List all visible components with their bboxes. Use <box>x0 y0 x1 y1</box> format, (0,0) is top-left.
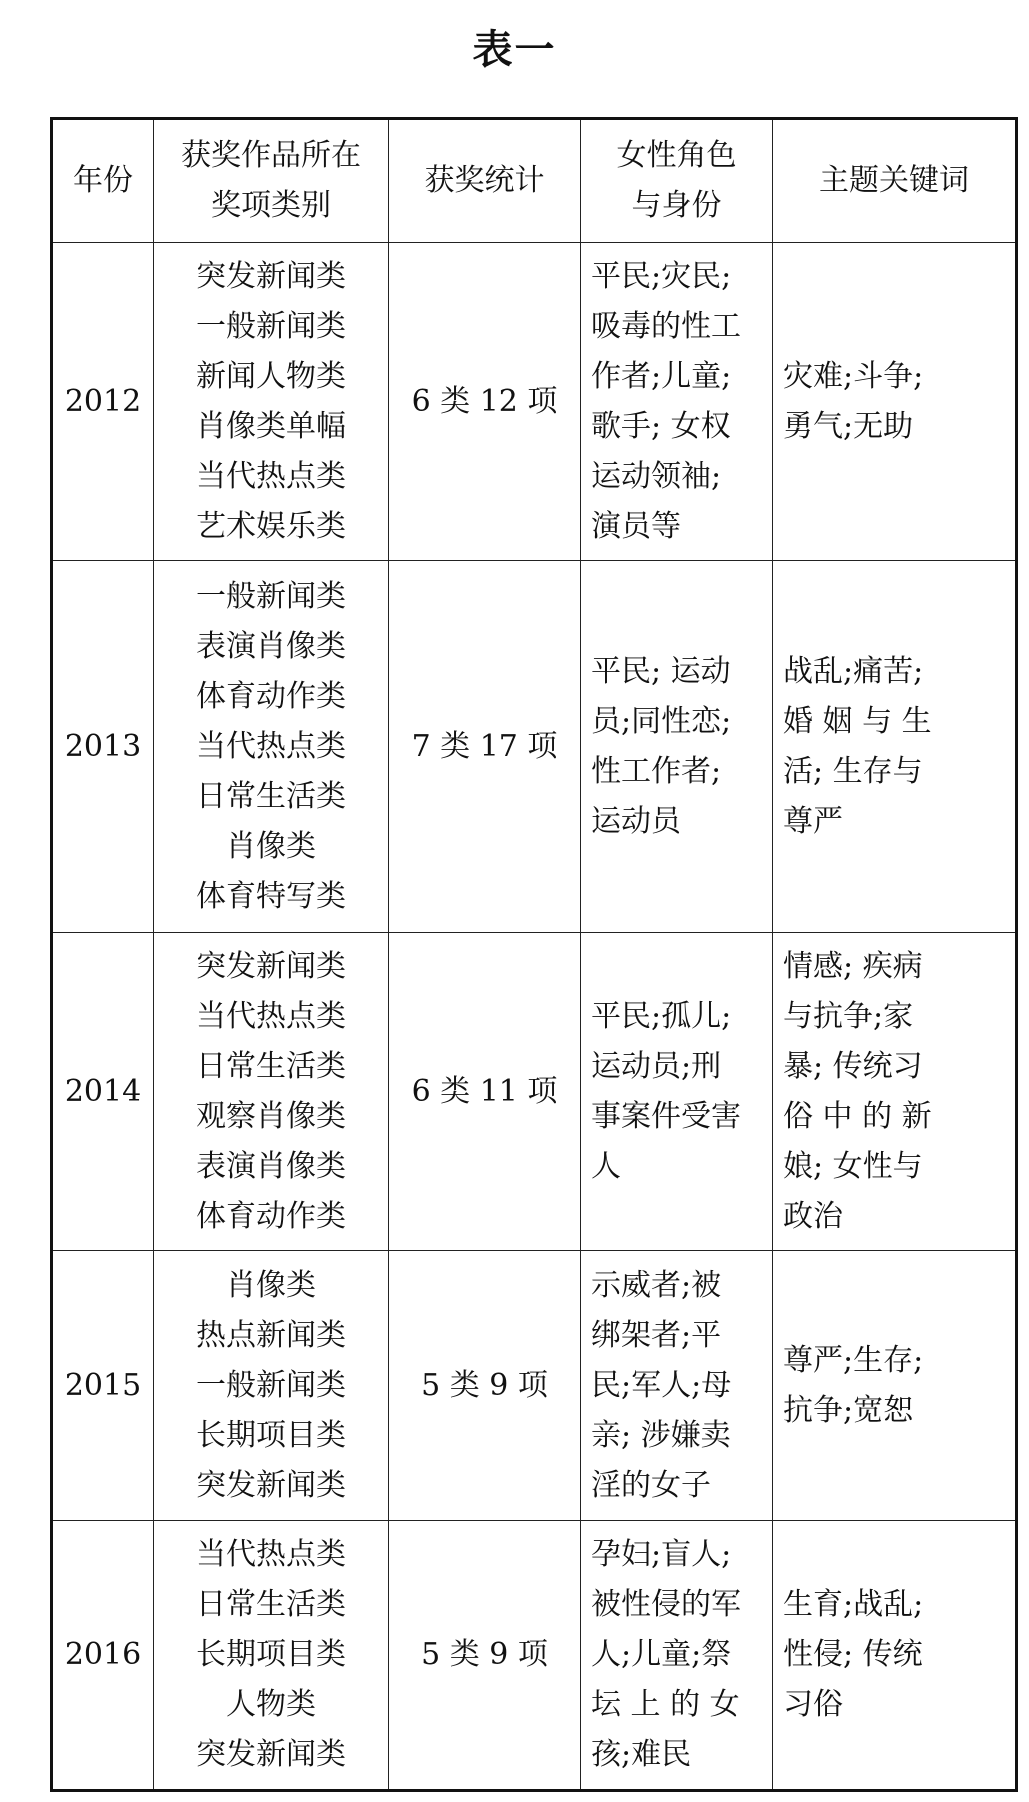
category-cell <box>154 1251 389 1521</box>
header-category-line: 获奖作品所在 <box>181 138 361 173</box>
roles-line: 坛 上 的 女 <box>591 1687 740 1722</box>
keywords-cell <box>773 1521 1017 1791</box>
stats-cell: 6 类 12 项 <box>389 243 581 561</box>
category-item: 突发新闻类 <box>196 1467 346 1503</box>
category-item: 人物类 <box>226 1687 316 1722</box>
keywords-cell <box>773 1251 1017 1521</box>
roles-line: 平民;孤儿; <box>591 998 732 1034</box>
category-item: 一般新闻类 <box>196 308 346 344</box>
keywords-line: 与抗争;家 <box>783 998 914 1034</box>
category-item: 突发新闻类 <box>196 948 346 984</box>
table-row <box>52 1251 1017 1521</box>
roles-line: 作者;儿童; <box>591 358 732 394</box>
category-item: 表演肖像类 <box>196 628 346 664</box>
keywords-line: 抗争;宽恕 <box>783 1392 914 1428</box>
category-item: 肖像类 <box>226 1267 316 1303</box>
header-row <box>52 119 1017 243</box>
category-item: 一般新闻类 <box>196 578 346 614</box>
category-item: 新闻人物类 <box>196 358 346 394</box>
category-item: 观察肖像类 <box>196 1098 346 1134</box>
category-cell <box>154 1521 389 1791</box>
table-row <box>52 1521 1017 1791</box>
table-row <box>52 933 1017 1251</box>
category-item: 日常生活类 <box>196 1587 346 1622</box>
roles-line: 歌手; 女权 <box>591 408 731 444</box>
category-item: 艺术娱乐类 <box>196 508 346 544</box>
awards-table <box>50 117 1018 1792</box>
stats-cell: 7 类 17 项 <box>389 561 581 933</box>
header-keywords: 主题关键词 <box>773 119 1017 243</box>
year-cell: 2014 <box>52 933 154 1251</box>
roles-line: 淫的女子 <box>591 1467 711 1503</box>
stats-cell: 6 类 11 项 <box>389 933 581 1251</box>
category-item: 体育动作类 <box>196 678 346 714</box>
category-item: 肖像类单幅 <box>196 408 346 444</box>
table-body <box>52 243 1017 1791</box>
keywords-line: 尊严 <box>783 803 843 839</box>
stats-cell: 5 类 9 项 <box>389 1521 581 1791</box>
roles-line: 示威者;被 <box>591 1267 722 1303</box>
roles-cell <box>581 933 773 1251</box>
header-category <box>154 119 389 243</box>
keywords-line: 生育;战乱; <box>783 1587 924 1622</box>
category-item: 突发新闻类 <box>196 1737 346 1772</box>
header-category-line: 奖项类别 <box>211 188 331 223</box>
roles-line: 事案件受害 <box>591 1098 741 1134</box>
roles-line: 吸毒的性工 <box>591 308 741 344</box>
keywords-line: 战乱;痛苦; <box>783 653 924 689</box>
roles-line: 民;军人;母 <box>591 1367 732 1403</box>
category-item: 日常生活类 <box>196 1048 346 1084</box>
keywords-line: 习俗 <box>783 1687 843 1722</box>
header-stats: 获奖统计 <box>389 119 581 243</box>
roles-line: 绑架者;平 <box>591 1317 722 1353</box>
keywords-line: 性侵; 传统 <box>783 1637 923 1672</box>
category-cell <box>154 243 389 561</box>
stats-cell: 5 类 9 项 <box>389 1251 581 1521</box>
roles-line: 性工作者; <box>591 753 722 789</box>
table-row <box>52 243 1017 561</box>
keywords-cell <box>773 933 1017 1251</box>
keywords-line: 婚 姻 与 生 <box>783 703 932 739</box>
category-item: 长期项目类 <box>196 1417 346 1453</box>
year-cell: 2016 <box>52 1521 154 1791</box>
category-item: 当代热点类 <box>196 458 346 494</box>
category-item: 肖像类 <box>226 828 316 864</box>
category-item: 一般新闻类 <box>196 1367 346 1403</box>
category-item: 热点新闻类 <box>196 1317 346 1353</box>
year-cell: 2015 <box>52 1251 154 1521</box>
roles-cell <box>581 243 773 561</box>
roles-line: 运动员;刑 <box>591 1048 722 1084</box>
header-roles-line: 女性角色 <box>616 138 737 173</box>
roles-line: 孕妇;盲人; <box>591 1537 732 1572</box>
category-item: 日常生活类 <box>196 778 346 814</box>
keywords-line: 俗 中 的 新 <box>783 1098 932 1134</box>
table-row <box>52 561 1017 933</box>
year-cell: 2013 <box>52 561 154 933</box>
keywords-line: 情感; 疾病 <box>783 948 923 984</box>
roles-line: 人 <box>591 1148 621 1184</box>
roles-line: 员;同性恋; <box>591 703 732 739</box>
year-cell: 2012 <box>52 243 154 561</box>
roles-line: 演员等 <box>591 508 681 544</box>
category-item: 突发新闻类 <box>196 258 346 294</box>
keywords-line: 尊严;生存; <box>783 1342 924 1378</box>
roles-line: 运动领袖; <box>591 458 722 494</box>
roles-cell <box>581 1251 773 1521</box>
header-roles-line: 与身份 <box>631 188 722 223</box>
category-item: 长期项目类 <box>196 1637 346 1672</box>
keywords-cell <box>773 243 1017 561</box>
roles-cell <box>581 1521 773 1791</box>
category-item: 体育特写类 <box>196 878 346 914</box>
table-title: 表一 <box>472 27 557 73</box>
category-item: 当代热点类 <box>196 1537 346 1572</box>
roles-line: 被性侵的军 <box>591 1587 741 1622</box>
roles-cell <box>581 561 773 933</box>
roles-line: 亲; 涉嫌卖 <box>591 1417 731 1453</box>
keywords-line: 活; 生存与 <box>783 753 923 789</box>
category-item: 表演肖像类 <box>196 1148 346 1184</box>
roles-line: 孩;难民 <box>591 1737 692 1772</box>
keywords-cell <box>773 561 1017 933</box>
header-roles <box>581 119 773 243</box>
keywords-line: 政治 <box>783 1198 843 1234</box>
category-item: 当代热点类 <box>196 998 346 1034</box>
roles-line: 运动员 <box>591 803 681 839</box>
keywords-line: 勇气;无助 <box>783 408 914 444</box>
roles-line: 人;儿童;祭 <box>591 1637 732 1672</box>
keywords-line: 暴; 传统习 <box>783 1048 923 1084</box>
category-cell <box>154 561 389 933</box>
roles-line: 平民; 运动 <box>591 653 731 689</box>
header-year: 年份 <box>52 119 154 243</box>
keywords-line: 灾难;斗争; <box>783 358 924 394</box>
keywords-line: 娘; 女性与 <box>783 1148 923 1184</box>
category-cell <box>154 933 389 1251</box>
category-item: 当代热点类 <box>196 728 346 764</box>
roles-line: 平民;灾民; <box>591 258 732 294</box>
category-item: 体育动作类 <box>196 1198 346 1234</box>
